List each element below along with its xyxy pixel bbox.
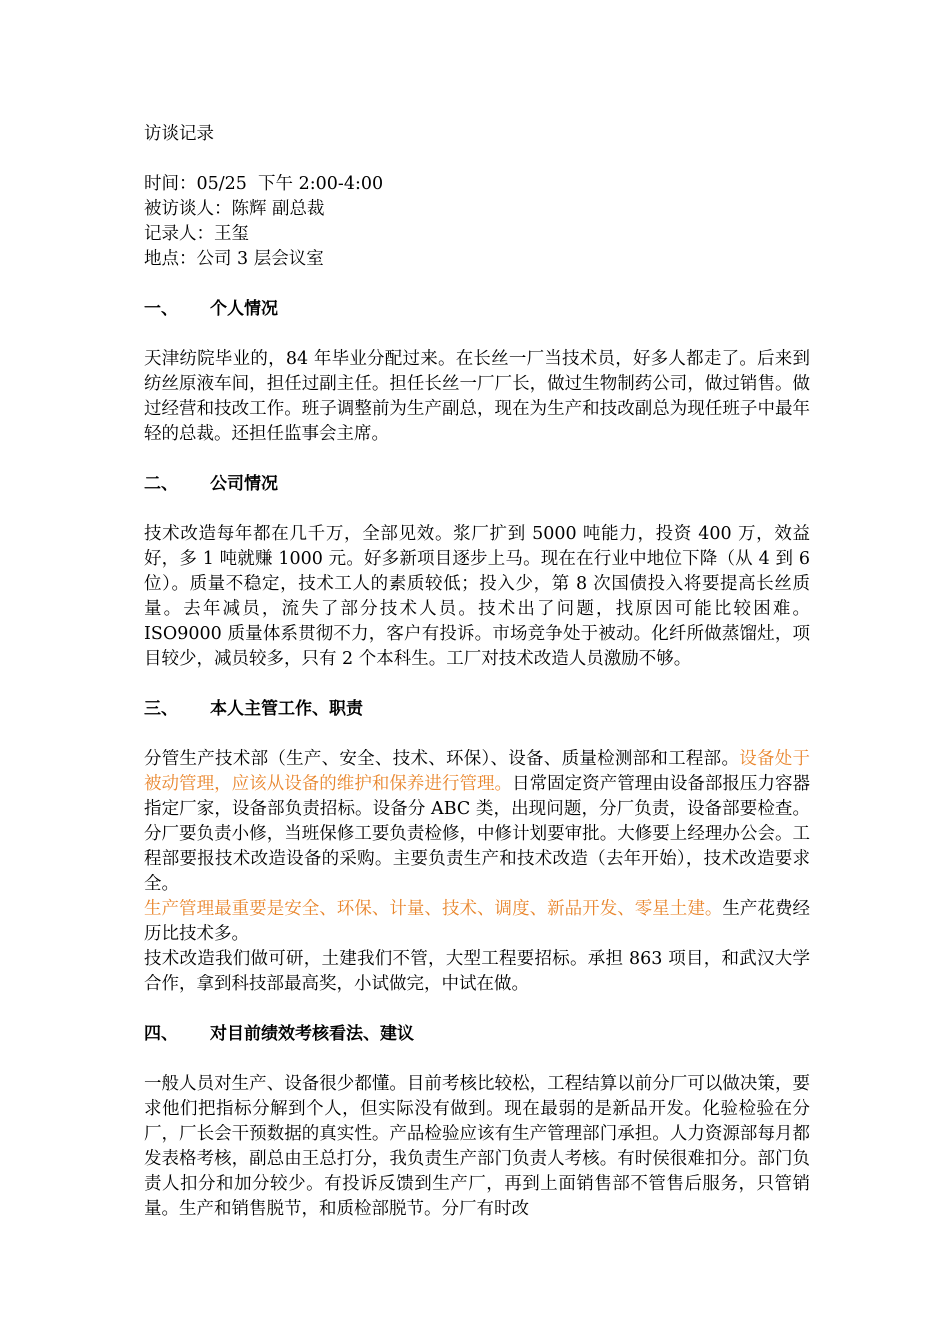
- highlighted-text: 生产管理最重要是安全、环保、计量、技术、调度、新品开发、零星土建。: [144, 899, 723, 919]
- section-number: 四、: [144, 1024, 178, 1044]
- section-title: 对目前绩效考核看法、建议: [210, 1024, 414, 1044]
- section-heading-1: [144, 297, 810, 322]
- paragraph-text: 日常固定资产管理由设备部报压力容器指定厂家，设备部负责招标。设备分 ABC 类，出现问题，分厂负责，设备部要检查。分厂要负责小修，当班保修工要负责检修，中修计划要审批。大修要上经理办公会。工程部要报技术改造设备的采购。主要负责生产和技术改造（去年开始），技术改造要求全。: [144, 774, 811, 894]
- section-number: 一、: [144, 299, 178, 319]
- section-title: 公司情况: [210, 474, 278, 494]
- meta-interviewee: 被访谈人：陈辉 副总裁: [144, 199, 325, 219]
- paragraph-text: 分管生产技术部（生产、安全、技术、环保）、设备、质量检测部和工程部。: [144, 749, 740, 769]
- section-heading-2: [144, 472, 810, 497]
- section-title: 本人主管工作、职责: [210, 699, 363, 719]
- meta-location: 地点：公司 3 层会议室: [144, 249, 324, 269]
- section-heading-4: [144, 1022, 810, 1047]
- section-paragraph-2: 技术改造每年都在几千万，全部见效。浆厂扩到 5000 吨能力，投资 400 万，效益好，多 1 吨就赚 1000 元。好多新项目逐步上马。现在在行业中地位下降（从 4 到 6 位）。质量不稳定，技术工人的素质较低；投入少，第 8 次国债投入将要提高长丝质量。去年减员，流失了部分技术人员。技术出了问题，找原因可能比较困难。ISO9000 质量体系贯彻不力，客户有投诉。市场竞争处于被动。化纤所做蒸馏灶，项目较少，减员较多，只有 2 个本科生。工厂对技术改造人员激励不够。: [144, 524, 810, 669]
- highlighted-text: 设备处于被动管理，应该从设备的维护和保养进行管理。: [144, 749, 811, 794]
- section-number: 三、: [144, 699, 178, 719]
- section-heading-3: [144, 697, 810, 722]
- meta-time: 时间：05/25 下午 2:00-4:00: [144, 174, 384, 194]
- document-title: 访谈记录: [144, 124, 214, 144]
- paragraph-text: 生产花费经历比技术多。: [144, 899, 810, 944]
- section-paragraph-3a: [144, 747, 810, 897]
- section-paragraph-4: 一般人员对生产、设备很少都懂。目前考核比较松，工程结算以前分厂可以做决策，要求他们把指标分解到个人，但实际没有做到。现在最弱的是新品开发。化验检验在分厂，厂长会干预数据的真实性。产品检验应该有生产管理部门承担。人力资源部每月都发表格考核，副总由王总打分，我负责生产部门负责人考核。有时侯很难扣分。部门负责人扣分和加分较少。有投诉反馈到生产厂，再到上面销售部不管售后服务，只管销量。生产和销售脱节，和质检部脱节。分厂有时改: [144, 1074, 810, 1219]
- meta-block: [144, 172, 810, 272]
- section-paragraph-3c: 技术改造我们做可研，土建我们不管，大型工程要招标。承担 863 项目，和武汉大学合作，拿到科技部最高奖，小试做完，中试在做。: [144, 949, 810, 994]
- document-page: [144, 122, 810, 1222]
- section-number: 二、: [144, 474, 178, 494]
- meta-recorder: 记录人：王玺: [144, 224, 249, 244]
- section-paragraph-1: 天津纺院毕业的，84 年毕业分配过来。在长丝一厂当技术员，好多人都走了。后来到纺丝原液车间，担任过副主任。担任长丝一厂厂长，做过生物制药公司，做过销售。做过经营和技改工作。班子调整前为生产副总，现在为生产和技改副总为现任班子中最年轻的总裁。还担任监事会主席。: [144, 349, 810, 444]
- section-title: 个人情况: [210, 299, 278, 319]
- section-paragraph-3b: [144, 897, 810, 947]
